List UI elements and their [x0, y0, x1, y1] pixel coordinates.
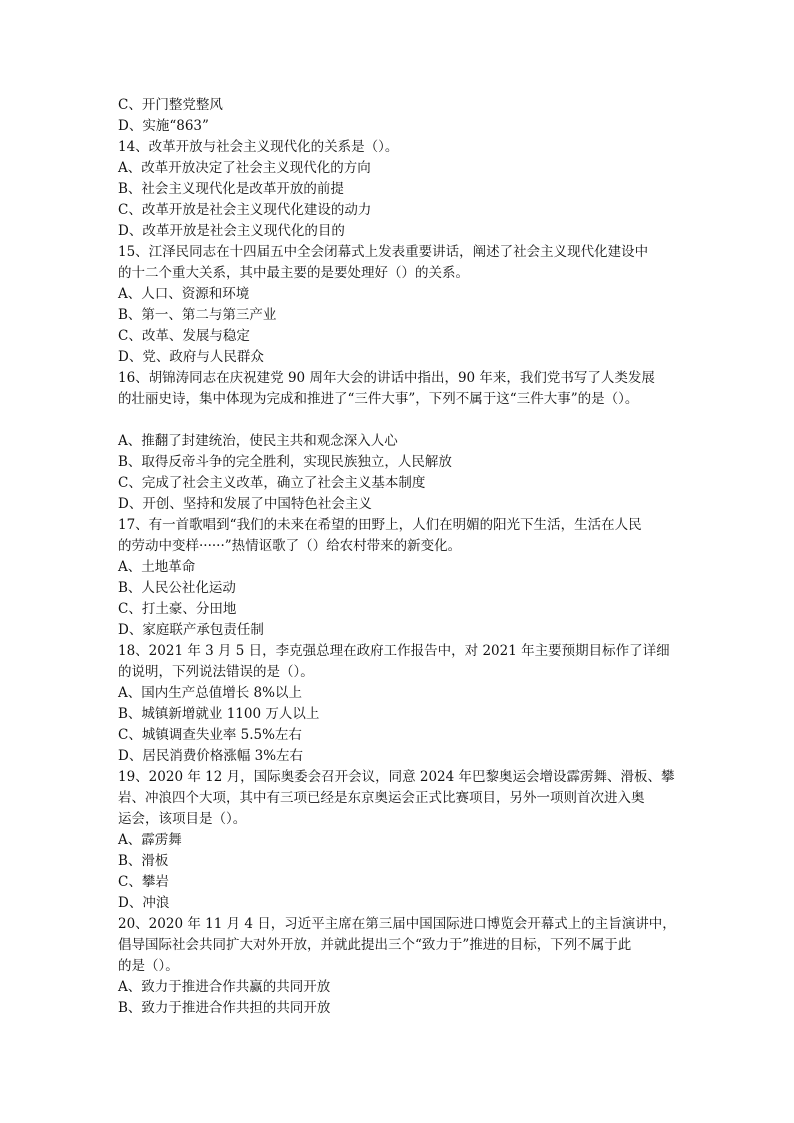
q14-option-b: B、社会主义现代化是改革开放的前提: [118, 181, 344, 197]
q15-stem-line-1: 15、江泽民同志在十四届五中全会闭幕式上发表重要讲话，阐述了社会主义现代化建设中: [118, 244, 649, 260]
q17-option-a: A、土地革命: [118, 559, 196, 575]
q20-option-a: A、致力于推进合作共赢的共同开放: [118, 979, 331, 995]
q17-option-d: D、家庭联产承包责任制: [118, 622, 264, 638]
document-page: [118, 95, 678, 1019]
q17-stem-line-1: 17、有一首歌唱到“我们的未来在希望的田野上，人们在明媚的阳光下生活，生活在人民: [118, 517, 642, 533]
q15-option-b: B、第一、第二与第三产业: [118, 307, 277, 323]
q18-stem-line-2: 的说明，下列说法错误的是（）。: [118, 664, 314, 680]
q17-option-c: C、打土豪、分田地: [118, 601, 237, 617]
q16-option-a: A、推翻了封建统治，使民主共和观念深入人心: [118, 433, 398, 449]
q15-option-a: A、人口、资源和环境: [118, 286, 250, 302]
q16-option-d: D、开创、坚持和发展了中国特色社会主义: [118, 496, 372, 512]
q13-option-c: C、开门整党整风: [118, 97, 223, 113]
q14-option-c: C、改革开放是社会主义现代化建设的动力: [118, 202, 372, 218]
q15-option-d: D、党、政府与人民群众: [118, 349, 264, 365]
q17-stem-line-2: 的劳动中变样······”热情讴歌了（）给农村带来的新变化。: [118, 538, 462, 554]
q18-option-d: D、居民消费价格涨幅 3%左右: [118, 748, 304, 764]
q20-stem-line-1: 20、2020 年 11 月 4 日，习近平主席在第三届中国国际进口博览会开幕式上的主旨演讲中，: [118, 916, 676, 932]
q16-option-c: C、完成了社会主义改革，确立了社会主义基本制度: [118, 475, 426, 491]
q15-stem-line-2: 的十二个重大关系，其中最主要的是要处理好（）的关系。: [118, 265, 469, 281]
q14-stem: 14、改革开放与社会主义现代化的关系是（）。: [118, 139, 399, 155]
q19-option-b: B、滑板: [118, 853, 169, 869]
q19-option-d: D、冲浪: [118, 895, 170, 911]
q20-stem-line-2: 倡导国际社会共同扩大对外开放，并就此提出三个“致力于”推进的目标，下列不属于此: [118, 937, 632, 953]
q18-option-b: B、城镇新增就业 1100 万人以上: [118, 706, 320, 722]
q19-stem-line-2: 岩、冲浪四个大项，其中有三项已经是东京奥运会正式比赛项目，另外一项则首次进入奥: [118, 790, 645, 806]
q15-option-c: C、改革、发展与稳定: [118, 328, 250, 344]
q16-stem-line-2: 的壮丽史诗，集中体现为完成和推进了“三件大事”，下列不属于这“三件大事”的是（）。: [118, 391, 639, 407]
q19-option-c: C、攀岩: [118, 874, 169, 890]
blank-line: [118, 410, 678, 431]
q16-option-b: B、取得反帝斗争的完全胜利，实现民族独立，人民解放: [118, 454, 452, 470]
q20-option-b: B、致力于推进合作共担的共同开放: [118, 1000, 331, 1016]
q18-stem-line-1: 18、2021 年 3 月 5 日，李克强总理在政府工作报告中，对 2021 年主要预期目标作了详细: [118, 643, 670, 659]
q14-option-d: D、改革开放是社会主义现代化的目的: [118, 223, 345, 239]
q18-option-c: C、城镇调查失业率 5.5%左右: [118, 727, 302, 743]
q19-stem-line-3: 运会，该项目是（）。: [118, 811, 247, 827]
q19-option-a: A、霹雳舞: [118, 832, 182, 848]
q14-option-a: A、改革开放决定了社会主义现代化的方向: [118, 160, 371, 176]
q18-option-a: A、国内生产总值增长 8%以上: [118, 685, 302, 701]
q20-stem-line-3: 的是（）。: [118, 958, 179, 974]
q17-option-b: B、人民公社化运动: [118, 580, 236, 596]
q19-stem-line-1: 19、2020 年 12 月，国际奥委会召开会议，同意 2024 年巴黎奥运会增设霹雳舞、滑板、攀: [118, 769, 675, 785]
q16-stem-line-1: 16、胡锦涛同志在庆祝建党 90 周年大会的讲话中指出，90 年来，我们党书写了人类发展: [118, 370, 655, 386]
q13-option-d: D、实施“863”: [118, 118, 209, 134]
